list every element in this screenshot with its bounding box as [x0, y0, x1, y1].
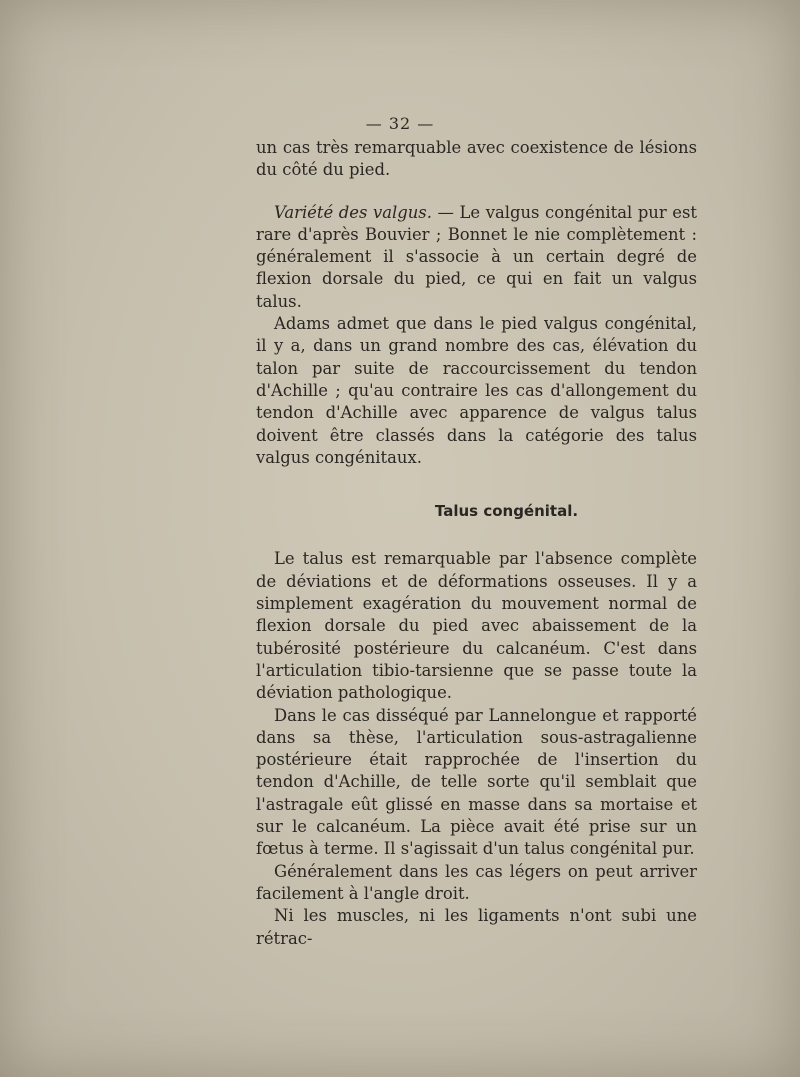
paragraph-continuation: un cas très remarquable avec coexistence de lésions du côté du pied. — [256, 138, 697, 180]
section-title-valgus: Variété des valgus. — [274, 202, 432, 222]
paragraph-cas-legers: Généralement dans les cas légers on peut arriver facilement à l'angle droit. — [256, 861, 697, 903]
paragraph-lannelongue: Dans le cas disséqué par Lannelongue et rapporté dans sa thèse, l'articulation sous-astragalienne postérieure était rapprochée de l'insertion du tendon d'Achille, de telle sorte qu'il semblait que l'astragale eût glissé en masse dans sa mortaise et sur le calcanéum. La pièce avait été prise sur un fœtus à terme. Il s'agissait d'un talus congénital pur. — [256, 705, 697, 859]
text-body — [256, 137, 697, 950]
paragraph-valgus-variety — [256, 202, 697, 313]
page-number: — 32 — — [365, 114, 435, 133]
paragraph-muscles: Ni les muscles, ni les ligaments n'ont subi une rétrac- — [256, 906, 697, 948]
section-heading-talus: Talus congénital. — [434, 502, 579, 521]
paragraph-valgus-body: — Le valgus congénital pur est rare d'après Bouvier ; Bonnet le nie complètement : généralement il s'associe à un certain degré de flexion dorsale du pied, ce qui en fait un valgus talus. — [256, 202, 698, 311]
paragraph-talus: Le talus est remarquable par l'absence complète de déviations et de déformations osseuses. Il y a simplement exagération du mouvement normal de flexion dorsale du pied avec abaissement de la tubérosité postérieure du calcanéum. C'est dans l'articulation tibio-tarsienne que se passe toute la déviation pathologique. — [256, 549, 697, 703]
paragraph-adams: Adams admet que dans le pied valgus congénital, il y a, dans un grand nombre des cas, élévation du talon par suite de raccourcissement du tendon d'Achille ; qu'au contraire les cas d'allongement du tendon d'Achille avec apparence de valgus talus doivent être classés dans la catégorie des talus valgus congénitaux. — [256, 314, 697, 467]
